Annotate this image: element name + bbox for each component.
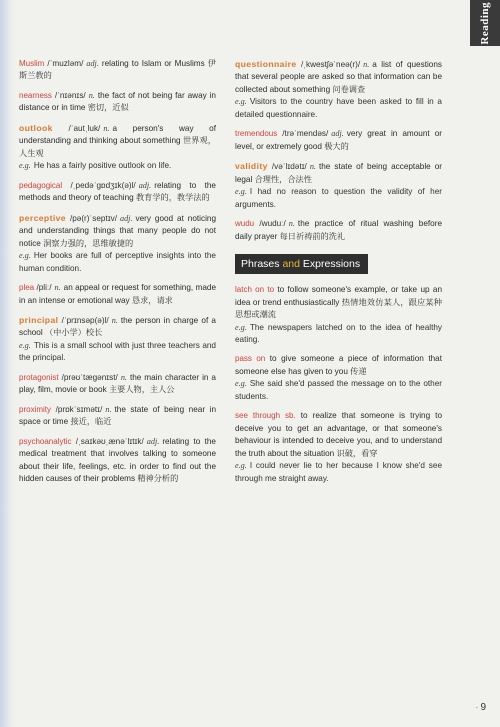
entry-translation: （中小学）校长: [44, 328, 103, 338]
example-label: e.g.: [235, 461, 247, 471]
entry-part-of-speech: adj.: [119, 213, 133, 223]
example-text: Visitors to the country have been asked to fill in a detailed questionnaire.: [235, 97, 442, 119]
entry-definition: the state of being acceptable or legal: [235, 162, 443, 184]
entry-headword: pedagogical: [19, 180, 63, 190]
entry-headword: outlook: [19, 122, 53, 133]
glossary-entry: [19, 282, 216, 307]
entry-headword: questionnaire: [235, 59, 297, 69]
entry-definition: relating to Islam or Muslims: [101, 59, 205, 68]
entry-translation: 传递: [350, 366, 367, 376]
entry-part-of-speech: n.: [309, 162, 316, 172]
entry-example: [235, 186, 442, 211]
entry-part-of-speech: n.: [111, 315, 118, 325]
entry-headword: pass on: [235, 354, 266, 364]
entry-translation: 识破，看穿: [336, 448, 378, 458]
entry-translation: 洞察力强的，思维敏捷的: [43, 238, 134, 248]
glossary-entry: [19, 90, 216, 115]
entry-definition: relating to the methods and theory of teaching: [19, 180, 216, 203]
entry-part-of-speech: adj.: [331, 129, 344, 139]
entry-pronunciation: /vəˈlɪdətɪ/: [271, 162, 307, 172]
entry-headword: nearness: [19, 90, 52, 100]
entry-example: [19, 340, 216, 365]
entry-part-of-speech: n.: [288, 219, 295, 229]
entry-translation: 恳求，请求: [131, 295, 173, 305]
example-label: e.g.: [19, 251, 31, 261]
entry-headword: latch on to: [235, 285, 275, 295]
example-label: e.g.: [235, 322, 247, 332]
entry-pronunciation: /ˈnɪənɪs/: [54, 90, 86, 100]
entry-example: [19, 250, 216, 275]
example-label: e.g.: [235, 187, 247, 197]
glossary-entry: [19, 122, 216, 173]
entry-pronunciation: /ˈmuzləm/: [47, 59, 84, 68]
entry-headword: validity: [235, 161, 268, 172]
entry-translation: 热情地效仿某人，跟应某种思想或潮流: [235, 297, 442, 320]
glossary-entry: [235, 284, 442, 346]
entry-part-of-speech: n.: [88, 90, 95, 100]
vocabulary-list-right: [235, 58, 442, 243]
entry-part-of-speech: adj.: [138, 180, 152, 190]
example-label: e.g.: [235, 379, 247, 389]
glossary-entry: [235, 353, 442, 403]
entry-translation: 主要人物，主人公: [108, 385, 175, 395]
entry-example: [235, 322, 442, 347]
entry-pronunciation: /ˈprɪnsəp(ə)l/: [61, 315, 109, 325]
entry-pronunciation: /ˌsaɪkəʊˌænəˈlɪtɪk/: [75, 436, 144, 446]
example-label: e.g.: [235, 97, 247, 107]
entry-translation: 教育学的，教学法的: [135, 193, 210, 203]
entry-headword: principal: [19, 314, 59, 325]
example-text: He has a fairly positive outlook on life.: [33, 161, 172, 171]
entry-part-of-speech: n.: [363, 60, 370, 69]
entry-definition: very great in amount or level, or extremely good: [235, 129, 442, 151]
entry-translation: 精神分析的: [137, 474, 179, 484]
entry-definition: an appeal or request for something, made in an intense or emotional way: [19, 283, 216, 305]
entry-definition: the state of being near in space or time: [19, 404, 216, 427]
phrases-list: [235, 284, 442, 485]
example-text: She said she'd passed the message on to the other students.: [235, 379, 442, 401]
entry-part-of-speech: n.: [54, 283, 61, 293]
glossary-entry: [235, 218, 442, 243]
entry-pronunciation: /ˈautˌluk/: [68, 123, 101, 133]
entry-example: [235, 96, 442, 121]
entry-definition: a person's way of understanding and thinking about something: [19, 123, 216, 146]
section-side-tab: Reading: [470, 0, 500, 46]
entry-headword: psychoanalytic: [19, 436, 72, 446]
glossary-right-column: [235, 58, 442, 492]
entry-headword: see through sb.: [235, 411, 296, 421]
entry-translation: 接近，临近: [70, 417, 112, 427]
entry-headword: wudu: [235, 219, 255, 229]
entry-definition: to realize that someone is trying to deceive you to get an advantage, or that someone's behaviour is intended to deceive you, and to understand the truth about the situation: [235, 411, 443, 458]
glossary-entry: [19, 314, 216, 365]
glossary-left-column: [19, 58, 216, 493]
entry-example: [235, 460, 442, 485]
page-edge-shade: [0, 0, 14, 727]
entry-translation: 世界观，人生观: [19, 136, 216, 158]
glossary-entry: [235, 160, 442, 211]
entry-translation: 每日祈祷前的洗礼: [279, 231, 346, 241]
example-label: e.g.: [19, 340, 31, 350]
entry-example: [235, 378, 442, 403]
glossary-entry: [235, 58, 442, 121]
example-label: e.g.: [19, 161, 31, 171]
entry-pronunciation: /ˌkwestʃəˈneə(r)/: [300, 60, 361, 69]
entry-definition: the fact of not being far away in distance or in time: [19, 90, 216, 113]
entry-pronunciation: /ˌpedəˈgɒdʒɪk(ə)l/: [70, 180, 136, 190]
glossary-entry: [19, 212, 216, 275]
entry-definition: the person in charge of a school: [19, 315, 216, 338]
glossary-entry: [19, 58, 216, 83]
entry-definition: the main character in a play, film, movie or book: [19, 372, 216, 395]
entry-part-of-speech: n.: [120, 372, 127, 382]
entry-pronunciation: /prɒkˈsɪmətɪ/: [55, 404, 103, 414]
entry-translation: 合理性，合法性: [254, 174, 312, 184]
example-text: Her books are full of perceptive insights into the human condition.: [19, 251, 216, 273]
entry-translation: 极大的: [324, 141, 349, 151]
entry-translation: 问卷调查: [332, 84, 366, 94]
glossary-entry: [235, 410, 442, 485]
entry-example: [19, 160, 216, 172]
entry-part-of-speech: adj.: [146, 436, 160, 446]
entry-pronunciation: /prəʊˈtægənɪst/: [61, 372, 118, 382]
example-text: This is a small school with just three teachers and the principal.: [19, 340, 216, 363]
entry-pronunciation: /pə(r)ˈseptɪv/: [69, 213, 117, 223]
page-number: · 9: [475, 702, 486, 713]
entry-definition: a list of questions that several people are asked so that information can be collected about something: [235, 60, 442, 94]
entry-headword: perceptive: [19, 212, 66, 223]
entry-pronunciation: /trəˈmendəs/: [282, 129, 329, 139]
example-text: I could never lie to her because I know she'd see through me straight away.: [235, 461, 442, 483]
entry-part-of-speech: n.: [105, 404, 112, 414]
glossary-entry: [235, 128, 442, 153]
entry-headword: proximity: [19, 404, 52, 414]
entry-definition: relating to the medical treatment that involves talking to someone about their life, feelings, etc. in order to find out the hidden causes of their problems: [19, 436, 216, 484]
example-text: The newspapers latched on to the idea of healthy eating.: [235, 322, 442, 344]
entry-part-of-speech: n.: [103, 123, 110, 133]
glossary-entry: [19, 436, 216, 486]
entry-translation: 密切，近似: [87, 103, 129, 113]
entry-definition: very good at noticing and understanding things that many people do not notice: [19, 213, 216, 248]
glossary-entry: [19, 372, 216, 397]
entry-pronunciation: /wuduː/: [259, 219, 286, 229]
entry-definition: the practice of ritual washing before daily prayer: [235, 219, 442, 241]
entry-headword: plea: [19, 283, 35, 293]
entry-headword: tremendous: [235, 129, 278, 139]
entry-headword: protagonist: [19, 372, 59, 382]
entry-pronunciation: /pliː/: [36, 283, 52, 293]
phrases-section-header: Phrases and Expressions: [235, 254, 368, 274]
entry-part-of-speech: adj.: [86, 59, 99, 68]
glossary-entry: [19, 180, 216, 205]
example-text: I had no reason to question the validity of her arguments.: [235, 187, 442, 209]
entry-translation: 伊斯兰教的: [19, 59, 216, 81]
glossary-entry: [19, 404, 216, 429]
entry-definition: to follow someone's example, or take up an idea or trend enthusiastically: [235, 285, 442, 307]
entry-definition: to give someone a piece of information that someone else has given to you: [235, 354, 442, 376]
entry-headword: Muslim: [19, 59, 45, 68]
